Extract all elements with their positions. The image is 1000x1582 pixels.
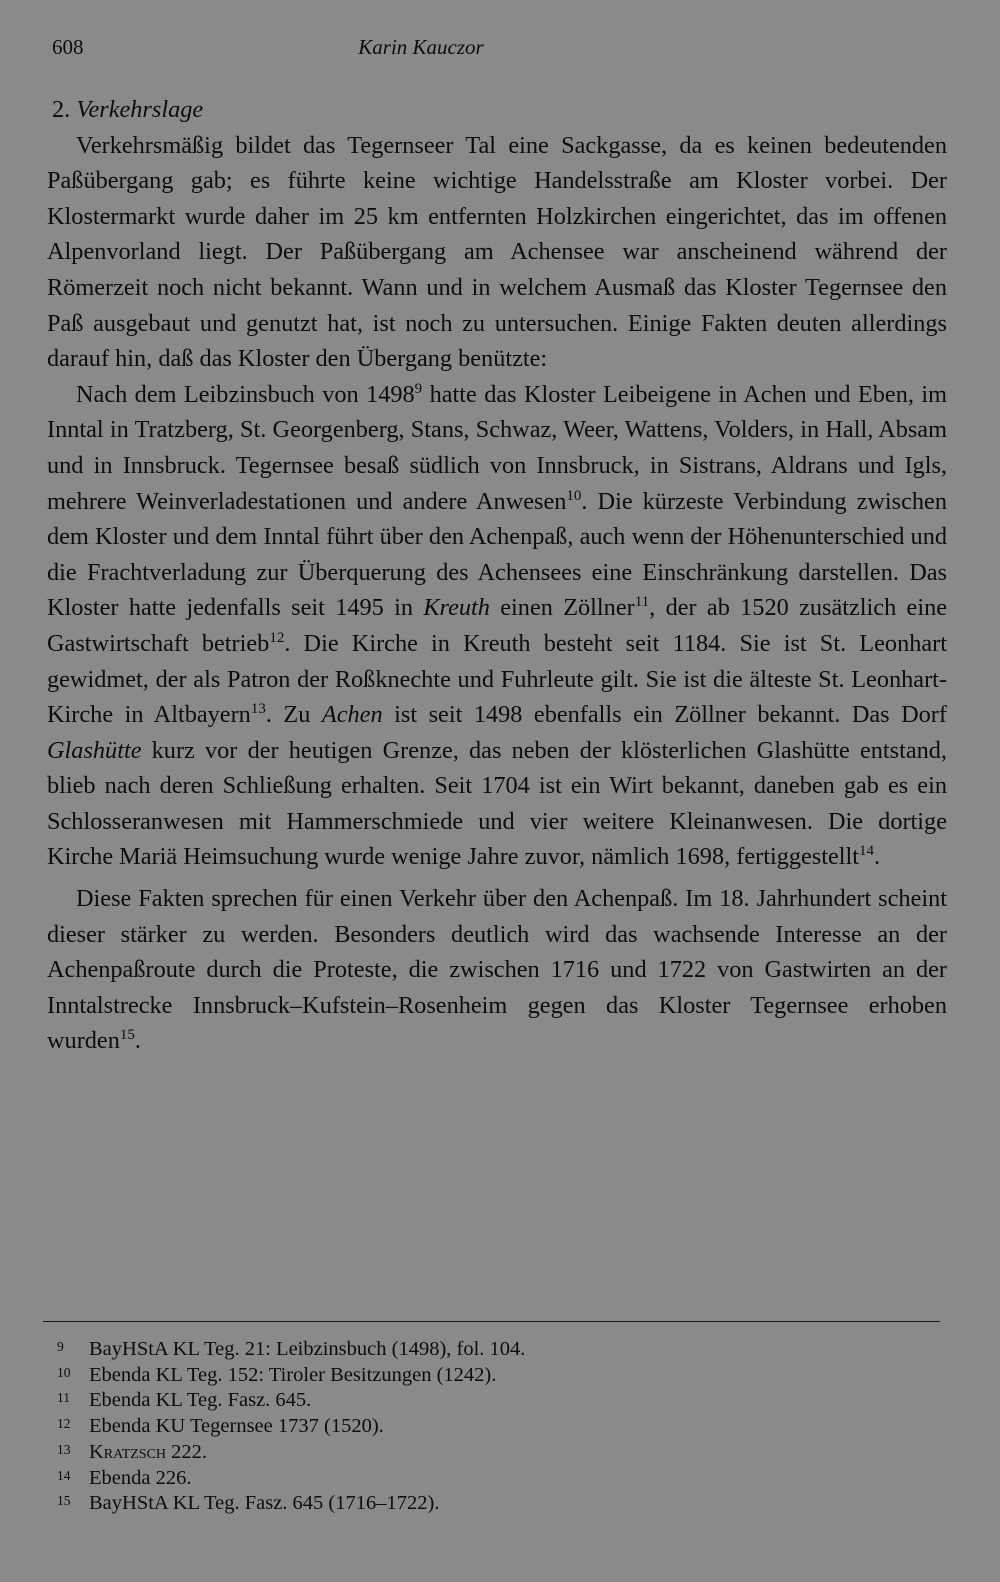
footnote-item: [57, 1491, 937, 1517]
paragraph-2-text: kurz vor der heutigen Grenze, das neben der klösterlichen Glashütte entstand, blieb nach deren Schließung erhalten. Seit 1704 ist ein Wirt bekannt, daneben gab es ein Schlosseranwesen mit Hammerschmiede und vier weitere Kleinanwesen. Die dortige Kirche Mariä Heimsuchung wurde wenige Jahre zuvor, nämlich 1698, fertiggestellt: [47, 736, 947, 871]
footnote-ref-14[interactable]: 14: [859, 843, 875, 860]
paragraph-1-text: Verkehrsmäßig bildet das Tegernseer Tal eine Sackgasse, da es keinen bedeutenden Paßübergang gab; es führte keine wichtige Handelsstraße am Kloster vorbei. Der Klostermarkt wurde daher im 25 km entfernten Holzkirchen eingerichtet, das im offenen Alpenvorland liegt. Der Paßübergang am Achensee war anscheinend während der Römerzeit noch nicht bekannt. Wann und in welchem Ausmaß das Kloster Tegernsee den Paß ausgebaut und genutzt hat, ist noch zu untersuchen. Einige Fakten deuten allerdings darauf hin, daß das Kloster den Übergang benützte:: [47, 131, 947, 373]
footnote-number: 14: [57, 1467, 71, 1483]
footnote-ref-11[interactable]: 11: [634, 594, 650, 611]
footnote-text: Ebenda KU Tegernsee 1737 (1520).: [89, 1415, 384, 1438]
footnote-number: 12: [57, 1416, 71, 1432]
footnote-item: [57, 1440, 937, 1466]
footnote-text: Ebenda KL Teg. 152: Tiroler Besitzungen (1242).: [89, 1363, 497, 1386]
footnote-item: [57, 1414, 937, 1440]
paragraph-3: [47, 881, 947, 1059]
footnote-item: [57, 1388, 937, 1414]
page-number: 608: [52, 35, 84, 59]
paragraph-2-text: . Die Kirche in Kreuth besteht seit 1184. Sie ist St. Leonhart gewidmet, der als Patron der Roßknechte und Fuhrleute gilt. Sie ist die älteste St. Leonhart-Kirche in Altbayern: [47, 629, 947, 729]
footnote-item: [57, 1337, 937, 1363]
footnote-text: BayHStA KL Teg. 21: Leibzinsbuch (1498), fol. 104.: [89, 1338, 526, 1360]
footnote-item: [57, 1363, 937, 1389]
paragraph-3-text: Diese Fakten sprechen für einen Verkehr über den Achenpaß. Im 18. Jahrhundert scheint dieser stärker zu werden. Besonders deutlich wird das wachsende Interesse an der Achenpaßroute durch die Proteste, die zwischen 1716 und 1722 von Gastwirten an der Inntalstrecke Innsbruck–Kufstein–Rosenheim gegen das Kloster Tegernsee erhoben wurden: [47, 885, 947, 1055]
footnote-number: 15: [57, 1493, 71, 1509]
footnote-number: 10: [57, 1364, 71, 1380]
paragraph-2: [47, 377, 947, 875]
footnote-item: [57, 1466, 937, 1492]
footnote-text: Ebenda 226.: [89, 1466, 192, 1489]
paragraph-1: [47, 128, 947, 377]
footnote-number: 13: [57, 1441, 71, 1457]
body-text: [47, 92, 947, 1059]
page-header: [52, 30, 950, 64]
section-title: Verkehrslage: [76, 96, 204, 123]
footnote-ref-10[interactable]: 10: [566, 487, 582, 504]
paragraph-2-text: einen Zöllner: [489, 594, 635, 622]
footnote-divider: [43, 1321, 940, 1322]
paragraph-2-text: , der ab 1520 zusätzlich eine Gastwirtschaft betrieb: [47, 594, 948, 657]
section-heading: [47, 92, 947, 128]
footnotes: [57, 1337, 937, 1517]
place-name-achen: Achen: [321, 701, 383, 729]
section-number: 2.: [52, 96, 71, 123]
paragraph-2-text: ist seit 1498 ebenfalls ein Zöllner bekannt. Das Dorf: [382, 701, 947, 729]
paragraph-3-text: .: [134, 1027, 141, 1055]
paragraph-2-text: . Die kürzeste Verbindung zwischen dem Kloster und dem Inntal führt über den Achenpaß, auch wenn der Höhenunterschied und die Frachtverladung zur Überquerung des Achensees eine Einschränkung darstellen. Das Kloster hatte jedenfalls seit 1495 in: [47, 487, 947, 622]
footnote-number: 9: [57, 1339, 64, 1354]
paragraph-2-text: hatte das Kloster Leibeigene in Achen und Eben, im Inntal in Tratzberg, St. Georgenberg, Stans, Schwaz, Weer, Wattens, Volders, in Hall, Absam und in Innsbruck. Tegernsee besaß südlich von Innsbruck, in Sistrans, Aldrans und Igls, mehrere Weinverladestationen und andere Anwesen: [47, 380, 947, 515]
place-name-kreuth: Kreuth: [423, 594, 490, 622]
running-head: Karin Kauczor: [358, 35, 484, 59]
footnote-ref-15[interactable]: 15: [119, 1027, 135, 1044]
footnote-text: Ebenda KL Teg. Fasz. 645.: [89, 1389, 312, 1412]
footnote-text: Kratzsch 222.: [89, 1440, 208, 1463]
place-name-glashuette: Glashütte: [47, 736, 142, 764]
footnote-ref-12[interactable]: 12: [269, 629, 285, 646]
footnote-ref-13[interactable]: 13: [250, 701, 266, 717]
paragraph-2-text: Nach dem Leibzinsbuch von 1498: [76, 380, 415, 408]
paragraph-2-text: . Zu: [265, 701, 322, 729]
paragraph-2-text: .: [874, 843, 881, 871]
footnote-ref-9[interactable]: 9: [414, 380, 423, 397]
footnote-text: BayHStA KL Teg. Fasz. 645 (1716–1722).: [89, 1492, 440, 1515]
footnote-number: 11: [57, 1390, 70, 1406]
